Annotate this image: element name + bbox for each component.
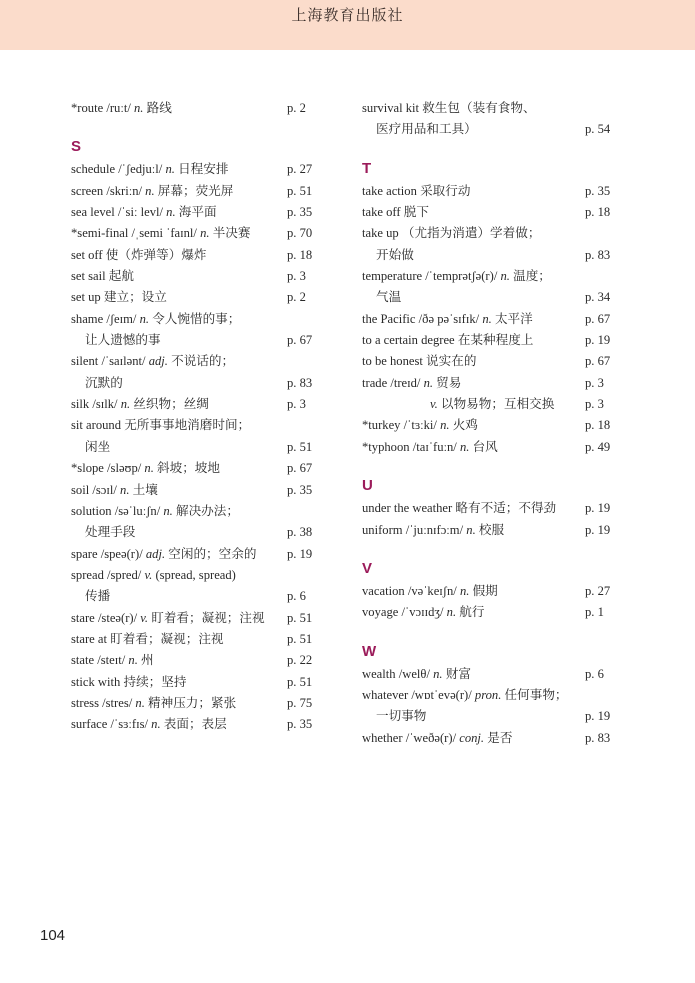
entry-word: stress: [71, 695, 99, 710]
part-of-speech: v.: [430, 397, 438, 412]
glossary-entry: [71, 650, 321, 671]
chinese-definition: 令人惋惜的事；: [152, 311, 241, 326]
part-of-speech: conj.: [459, 730, 485, 745]
entry-word: *route: [71, 101, 104, 115]
glossary-entry: [71, 480, 321, 501]
entry-word: whatever: [362, 687, 409, 702]
page-reference: p. 51: [287, 631, 313, 646]
page-reference: p. 1: [585, 605, 604, 620]
phonetic: /steə(r)/: [97, 610, 138, 625]
phonetic: /ruːt/: [106, 101, 131, 115]
entry-word: soil: [71, 482, 90, 497]
glossary-entry: [362, 394, 622, 415]
chinese-definition-cont: 医疗用品和工具）: [376, 122, 477, 137]
glossary-entry: [362, 581, 622, 602]
phonetic: /welθ/: [398, 666, 430, 681]
page-reference: p. 67: [287, 333, 313, 348]
phonetic: /ˈsɜːfɪs/: [110, 717, 148, 732]
page-reference: p. 49: [585, 439, 611, 454]
page-reference: p. 35: [585, 183, 611, 198]
page-reference: p. 38: [287, 525, 313, 540]
part-of-speech: n.: [128, 653, 138, 668]
chinese-definition: 土壤: [132, 482, 158, 497]
chinese-definition: 说实在的: [426, 354, 477, 369]
glossary-entry: [362, 602, 622, 623]
chinese-definition: 在某种程度上: [457, 333, 534, 348]
entry-word: trade: [362, 375, 388, 390]
entry-word: wealth: [362, 666, 396, 681]
glossary-entry: [71, 351, 321, 372]
chinese-definition: 脱下: [403, 205, 429, 220]
phonetic: /sləʊp/: [107, 461, 142, 476]
part-of-speech: n.: [482, 311, 492, 326]
entry-word: *slope: [71, 461, 104, 476]
page-reference: p. 18: [585, 418, 611, 433]
entry-word: *typhoon: [362, 439, 410, 454]
chinese-definition: （尤指为消遣）学着做；: [401, 226, 541, 241]
part-of-speech: n.: [151, 717, 161, 732]
section-letter: S: [71, 138, 82, 156]
entry-word: silk: [71, 397, 90, 412]
page-reference: p. 2: [287, 290, 306, 305]
glossary-entry: [71, 458, 321, 479]
part-of-speech: n.: [433, 666, 443, 681]
page-reference: p. 35: [287, 482, 313, 497]
chinese-definition: 路线: [146, 101, 172, 115]
entry-word: state: [71, 653, 95, 668]
chinese-definition: 航行: [459, 605, 485, 620]
page-reference: p. 27: [287, 162, 313, 177]
page-reference: p. 3: [287, 269, 306, 284]
glossary-entry: [71, 629, 321, 650]
phonetic: /speə(r)/: [100, 546, 143, 561]
chinese-definition: 无所事事地消磨时间；: [124, 418, 251, 433]
section-letter: V: [362, 559, 373, 577]
entry-word: stare: [71, 610, 95, 625]
glossary-entry: [71, 266, 321, 287]
glossary-entry: [71, 693, 321, 714]
glossary-entry: [71, 544, 321, 565]
page-reference: p. 67: [585, 354, 611, 369]
chinese-definition: 使（炸弹等）爆炸: [105, 247, 207, 262]
part-of-speech: n.: [165, 162, 175, 177]
page-reference: p. 34: [585, 290, 611, 305]
chinese-definition: 半决赛: [212, 226, 251, 241]
chinese-definition: 救生包（装有食物、: [422, 101, 536, 115]
chinese-definition-cont: 闲坐: [85, 439, 111, 454]
page-reference: p. 19: [585, 501, 611, 516]
entry-word: sit around: [71, 418, 122, 433]
glossary-entry: [71, 181, 321, 202]
chinese-definition: (spread, spread): [155, 567, 236, 582]
page-reference: p. 19: [585, 709, 611, 724]
part-of-speech: n.: [163, 503, 173, 518]
chinese-definition: 日程安排: [178, 162, 229, 177]
phonetic: /ˈweðə(r)/: [405, 730, 457, 745]
glossary-entry: [362, 520, 622, 541]
entry-word: surface: [71, 717, 108, 732]
chinese-definition: 空闲的；空余的: [168, 546, 257, 561]
entry-word: under the weather: [362, 501, 453, 516]
glossary-entry: [362, 373, 622, 394]
entry-word: the Pacific: [362, 311, 416, 326]
page-reference: p. 51: [287, 674, 313, 689]
phonetic: /ˌsemi ˈfaɪnl/: [131, 226, 197, 241]
part-of-speech: n.: [120, 397, 131, 412]
entry-word: take up: [362, 226, 399, 241]
glossary-entry: [71, 714, 321, 735]
entry-word: schedule: [71, 162, 116, 177]
entry-word: spare: [71, 546, 98, 561]
glossary-entry-continuation: [71, 437, 321, 458]
phonetic: /ˈjuːnɪfɔːm/: [405, 522, 464, 537]
entry-word: uniform: [362, 522, 403, 537]
chinese-definition: 建立；设立: [103, 290, 167, 305]
chinese-definition: 假期: [472, 583, 498, 598]
page-reference: p. 54: [585, 122, 611, 137]
chinese-definition-cont: 让人遗憾的事: [85, 333, 161, 348]
glossary-entry: [71, 202, 321, 223]
phonetic: /sɪlk/: [92, 397, 118, 412]
glossary-entry: [71, 672, 321, 693]
glossary-entry-continuation: [71, 373, 321, 394]
glossary-entry-continuation: [362, 119, 622, 140]
part-of-speech: n.: [139, 311, 150, 326]
chinese-definition: 州: [141, 653, 154, 668]
part-of-speech: pron.: [474, 687, 502, 702]
section-letter: T: [362, 159, 372, 177]
chinese-definition: 以物易物；互相交换: [440, 397, 555, 412]
phonetic: /stres/: [102, 695, 133, 710]
part-of-speech: n.: [423, 375, 434, 390]
page-reference: p. 22: [287, 653, 313, 668]
part-of-speech: n.: [144, 461, 154, 476]
page-reference: p. 35: [287, 205, 313, 220]
glossary-column-right: [362, 98, 622, 749]
entry-word: voyage: [362, 605, 399, 620]
glossary-entry: [71, 223, 321, 244]
part-of-speech: v.: [144, 567, 153, 582]
phonetic: /treɪd/: [390, 375, 421, 390]
glossary-entry-continuation: [362, 245, 622, 266]
chinese-definition: 火鸡: [452, 418, 478, 433]
glossary-entry: [71, 245, 321, 266]
phonetic: /ˈvɔɪɪdʒ/: [401, 605, 444, 620]
part-of-speech: n.: [459, 583, 470, 598]
chinese-definition: 是否: [487, 730, 513, 745]
page-reference: p. 6: [585, 666, 604, 681]
part-of-speech: n.: [145, 183, 155, 198]
part-of-speech: n.: [446, 605, 457, 620]
entry-word: temperature: [362, 269, 423, 284]
page-reference: p. 35: [287, 717, 313, 732]
phonetic: /spred/: [107, 567, 142, 582]
chinese-definition: 表面；表层: [163, 717, 227, 732]
entry-word: solution: [71, 503, 112, 518]
page-reference: p. 18: [585, 205, 611, 220]
page-reference: p. 2: [287, 101, 306, 115]
glossary-entry: [71, 309, 321, 330]
phonetic: /ˈʃedjuːl/: [118, 162, 163, 177]
phonetic: /skriːn/: [106, 183, 143, 198]
page-reference: p. 3: [287, 397, 306, 412]
phonetic: /ˈsiː levl/: [117, 205, 163, 220]
chinese-definition: 校服: [478, 522, 505, 537]
glossary-entry: [362, 415, 622, 436]
chinese-definition: 贸易: [436, 375, 462, 390]
page-reference: p. 83: [585, 247, 611, 262]
part-of-speech: n.: [135, 695, 145, 710]
glossary-entry: [71, 394, 321, 415]
section-letter: U: [362, 477, 373, 495]
chinese-definition: 采取行动: [420, 183, 471, 198]
page-reference: p. 18: [287, 247, 313, 262]
page-reference: p. 51: [287, 439, 313, 454]
entry-word: take action: [362, 183, 417, 198]
glossary-entry: [362, 309, 622, 330]
page-header: [0, 0, 695, 50]
glossary-entry: [362, 181, 622, 202]
chinese-definition: 太平洋: [494, 311, 533, 326]
glossary-entry: [71, 565, 321, 586]
glossary-entry: [71, 501, 321, 522]
chinese-definition: 持续；坚持: [123, 674, 187, 689]
part-of-speech: n.: [500, 269, 510, 284]
chinese-definition: 任何事物；: [504, 687, 568, 702]
part-of-speech: n.: [200, 226, 210, 241]
glossary-entry-continuation: [71, 522, 321, 543]
glossary-entry: [362, 685, 622, 706]
entry-word: spread: [71, 567, 104, 582]
entry-word: silent: [71, 354, 99, 369]
chinese-definition: 起航: [108, 269, 134, 284]
part-of-speech: n.: [459, 439, 470, 454]
entry-word: *semi-final: [71, 226, 129, 241]
page-reference: p. 70: [287, 226, 313, 241]
entry-word: screen: [71, 183, 104, 198]
page-reference: p. 19: [585, 333, 611, 348]
phonetic: /səˈluːʃn/: [114, 503, 161, 518]
part-of-speech: n.: [466, 522, 476, 537]
page-number: 104: [40, 927, 66, 944]
page-reference: p. 83: [287, 375, 313, 390]
chinese-definition: 屏幕；荧光屏: [157, 183, 234, 198]
entry-word: survival kit: [362, 101, 420, 115]
page-reference: p. 51: [287, 183, 313, 198]
entry-word: stick with: [71, 674, 121, 689]
page-reference: p. 67: [585, 311, 611, 326]
glossary-entry: [71, 287, 321, 308]
entry-word: whether: [362, 730, 403, 745]
page-reference: p. 19: [287, 546, 313, 561]
glossary-entry: [362, 498, 622, 519]
page-reference: p. 75: [287, 695, 313, 710]
glossary-entry: [362, 266, 622, 287]
chinese-definition-cont: 沉默的: [85, 375, 123, 390]
part-of-speech: n.: [134, 101, 144, 115]
chinese-definition: 丝织物；丝绸: [133, 397, 209, 412]
publisher-name: 上海教育出版社: [291, 8, 404, 24]
phonetic: /wɒtˈevə(r)/: [411, 687, 472, 702]
glossary-entry: [362, 351, 622, 372]
phonetic: /ˈtɜːki/: [403, 418, 437, 433]
glossary-entry-continuation: [71, 586, 321, 607]
entry-word: shame: [71, 311, 104, 326]
entry-word: to a certain degree: [362, 333, 455, 348]
phonetic: /ðə pəˈsɪfɪk/: [418, 311, 480, 326]
chinese-definition: 精神压力；紧张: [148, 695, 237, 710]
page-reference: p. 51: [287, 610, 313, 625]
chinese-definition: 斜坡；坡地: [157, 461, 220, 476]
entry-word: take off: [362, 205, 401, 220]
glossary-entry: [362, 728, 622, 749]
chinese-definition-cont: 一切事物: [376, 709, 427, 724]
entry-word: sea level: [71, 205, 115, 220]
glossary-entry: [71, 159, 321, 180]
part-of-speech: n.: [120, 482, 130, 497]
page-reference: p. 67: [287, 461, 313, 476]
chinese-definition: 略有不适；不得劲: [455, 501, 557, 516]
page-reference: p. 83: [585, 730, 611, 745]
glossary-entry-continuation: [71, 330, 321, 351]
glossary-entry: [71, 98, 321, 119]
glossary-entry-continuation: [362, 706, 622, 727]
phonetic: /steɪt/: [97, 653, 126, 668]
part-of-speech: n.: [440, 418, 450, 433]
glossary-entry: [362, 437, 622, 458]
page-reference: p. 19: [585, 522, 611, 537]
phonetic: /ʃeɪm/: [106, 311, 137, 326]
glossary-entry-continuation: [362, 287, 622, 308]
part-of-speech: adj.: [148, 354, 168, 369]
glossary-entry: [362, 330, 622, 351]
chinese-definition-cont: 传播: [85, 589, 111, 604]
glossary-entry: [71, 415, 321, 436]
phonetic: /sɔɪl/: [92, 482, 117, 497]
glossary-column-left: [71, 98, 321, 736]
entry-word: vacation: [362, 583, 405, 598]
phonetic: /ˈtemprətʃə(r)/: [425, 269, 498, 284]
glossary-entry: [362, 202, 622, 223]
glossary-entry: [362, 98, 622, 119]
chinese-definition: 不说话的；: [171, 354, 235, 369]
page-reference: p. 3: [585, 397, 604, 412]
page-reference: p. 27: [585, 583, 611, 598]
chinese-definition-cont: 开始做: [376, 247, 414, 262]
entry-word: set off: [71, 247, 103, 262]
chinese-definition: 台风: [472, 439, 498, 454]
chinese-definition-cont: 气温: [376, 290, 402, 305]
chinese-definition: 盯着看；凝视；注视: [110, 631, 224, 646]
entry-word: *turkey: [362, 418, 401, 433]
chinese-definition: 财富: [445, 666, 471, 681]
page-reference: p. 3: [585, 375, 604, 390]
phonetic: /taɪˈfuːn/: [412, 439, 457, 454]
glossary-entry: [71, 608, 321, 629]
entry-word: set sail: [71, 269, 106, 284]
phonetic: /vəˈkeɪʃn/: [407, 583, 457, 598]
glossary-entry: [362, 223, 622, 244]
chinese-definition: 温度；: [513, 269, 551, 284]
entry-word: stare at: [71, 631, 108, 646]
chinese-definition: 海平面: [178, 205, 217, 220]
section-letter: W: [362, 642, 377, 660]
part-of-speech: n.: [166, 205, 176, 220]
page-reference: p. 6: [287, 589, 306, 604]
part-of-speech: v.: [140, 610, 149, 625]
glossary-entry: [362, 664, 622, 685]
entry-word: to be honest: [362, 354, 423, 369]
chinese-definition-cont: 处理手段: [85, 525, 136, 540]
chinese-definition: 盯着看；凝视；注视: [151, 610, 265, 625]
chinese-definition: 解决办法；: [175, 503, 239, 518]
part-of-speech: adj.: [145, 546, 166, 561]
phonetic: /ˈsaɪlənt/: [101, 354, 146, 369]
entry-word: set up: [71, 290, 101, 305]
